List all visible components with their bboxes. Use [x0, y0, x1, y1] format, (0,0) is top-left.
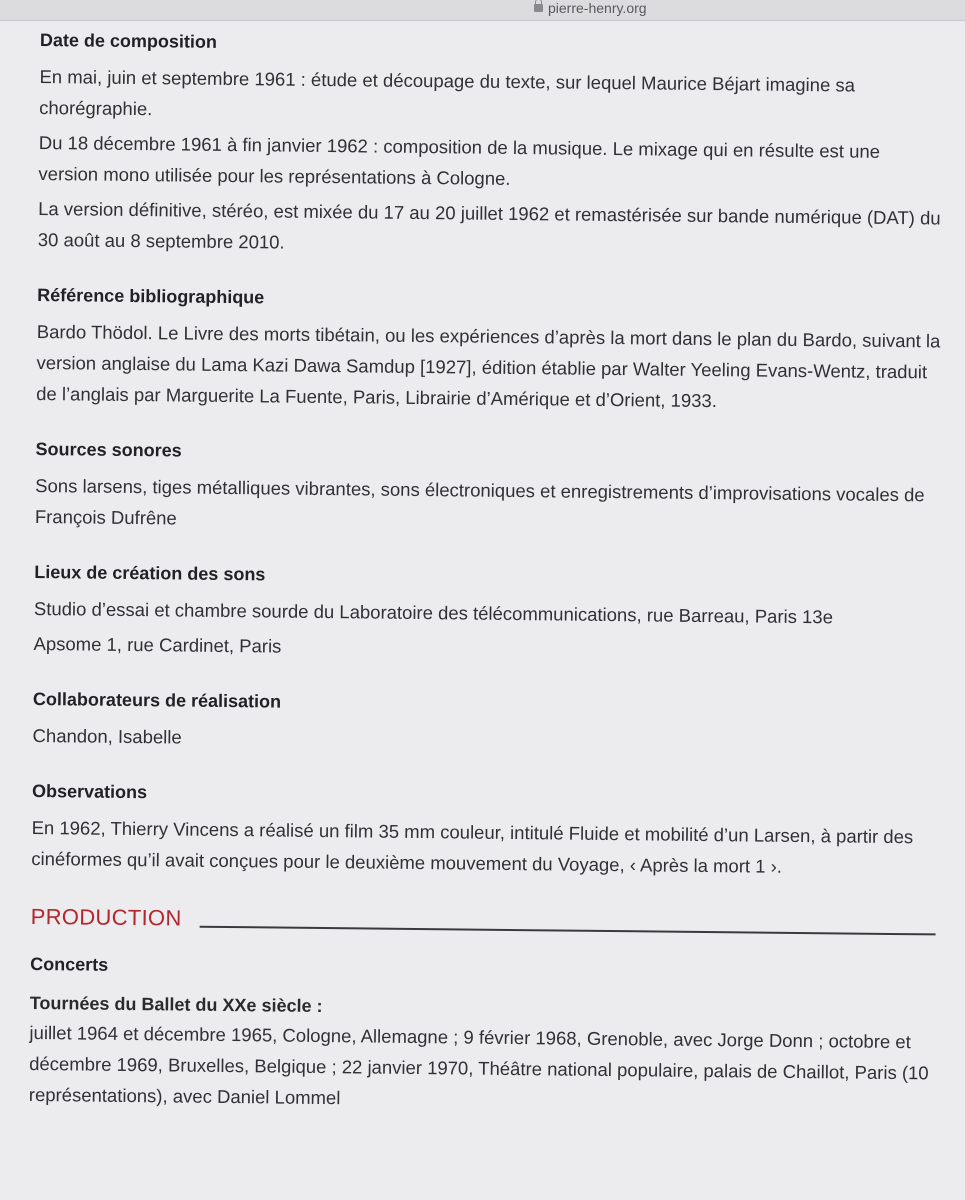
- section-divider: [199, 926, 935, 936]
- paragraph: Chandon, Isabelle: [32, 724, 182, 748]
- paragraph: Apsome 1, rue Cardinet, Paris: [33, 632, 282, 657]
- production-title: PRODUCTION: [30, 903, 182, 931]
- tour-title: Tournées du Ballet du XXe siècle :: [29, 992, 323, 1017]
- section-heading: Sources sonores: [35, 438, 182, 461]
- section-heading: Lieux de création des sons: [34, 561, 266, 585]
- section-heading: Collaborateurs de réalisation: [32, 688, 282, 712]
- paragraph: En 1962, Thierry Vincens a réalisé un film 35 mm couleur, intitulé Fluide et mobilité d’un Larsen, à partir des cinéformes qu’il avait conçues pour le deuxième mouvement du Voyage, ‹ Après la mort 1 ›.: [31, 816, 914, 877]
- url-display[interactable]: [534, 0, 647, 16]
- paragraph: Du 18 décembre 1961 à fin janvier 1962 : composition de la musique. Le mixage qui en résulte est une version mono utilisée pour les représentations à Cologne.: [38, 131, 881, 189]
- section-date-composition: [38, 30, 945, 264]
- section-sources: [35, 439, 941, 541]
- production-header: [31, 904, 936, 941]
- section-heading: Observations: [31, 780, 148, 803]
- lock-icon: [534, 4, 543, 12]
- paragraph: Sons larsens, tiges métalliques vibrantes, sons électroniques et enregistrements d’improvisations vocales de François Dufrêne: [34, 474, 925, 529]
- section-concerts: [29, 954, 936, 1119]
- section-lieux: [33, 562, 939, 668]
- concerts-text: juillet 1964 et décembre 1965, Cologne, Allemagne ; 9 février 1968, Grenoble, avec Jorge Donn ; octobre et décembre 1969, Bruxelles, Belgique ; 22 janvier 1970, Théâtre national populaire, palais de Chaillot, Paris (10 représentations), avec Daniel Lommel: [28, 1021, 929, 1109]
- browser-address-bar[interactable]: [0, 0, 965, 21]
- section-reference: [36, 285, 942, 418]
- section-collaborateurs: [32, 689, 938, 760]
- paragraph: Bardo Thödol. Le Livre des morts tibétain, ou les expériences d’après la mort dans le plan du Bardo, suivant la version anglaise du Lama Kazi Dawa Samdup [1927], édition établie par Walter Yeeling Evans-Wentz, traduit de l’anglais par Marguerite La Fuente, Paris, Librairie d’Amérique et d’Orient, 1933.: [36, 320, 941, 412]
- paragraph: En mai, juin et septembre 1961 : étude et découpage du texte, sur lequel Maurice Béjart imagine sa chorégraphie.: [39, 65, 856, 120]
- section-heading: Référence bibliographique: [37, 284, 265, 308]
- section-heading: Date de composition: [39, 30, 218, 52]
- url-text: pierre-henry.org: [548, 0, 647, 16]
- paragraph: La version définitive, stéréo, est mixée du 17 au 20 juillet 1962 et remastérisée sur bande numérique (DAT) du 30 août au 8 septembre 2010.: [37, 197, 941, 253]
- paragraph: Studio d’essai et chambre sourde du Laboratoire des télécommunications, rue Barreau, Paris 13e: [33, 597, 834, 628]
- concerts-heading: Concerts: [30, 953, 109, 975]
- page-content: [28, 30, 945, 1149]
- section-observations: [31, 781, 937, 883]
